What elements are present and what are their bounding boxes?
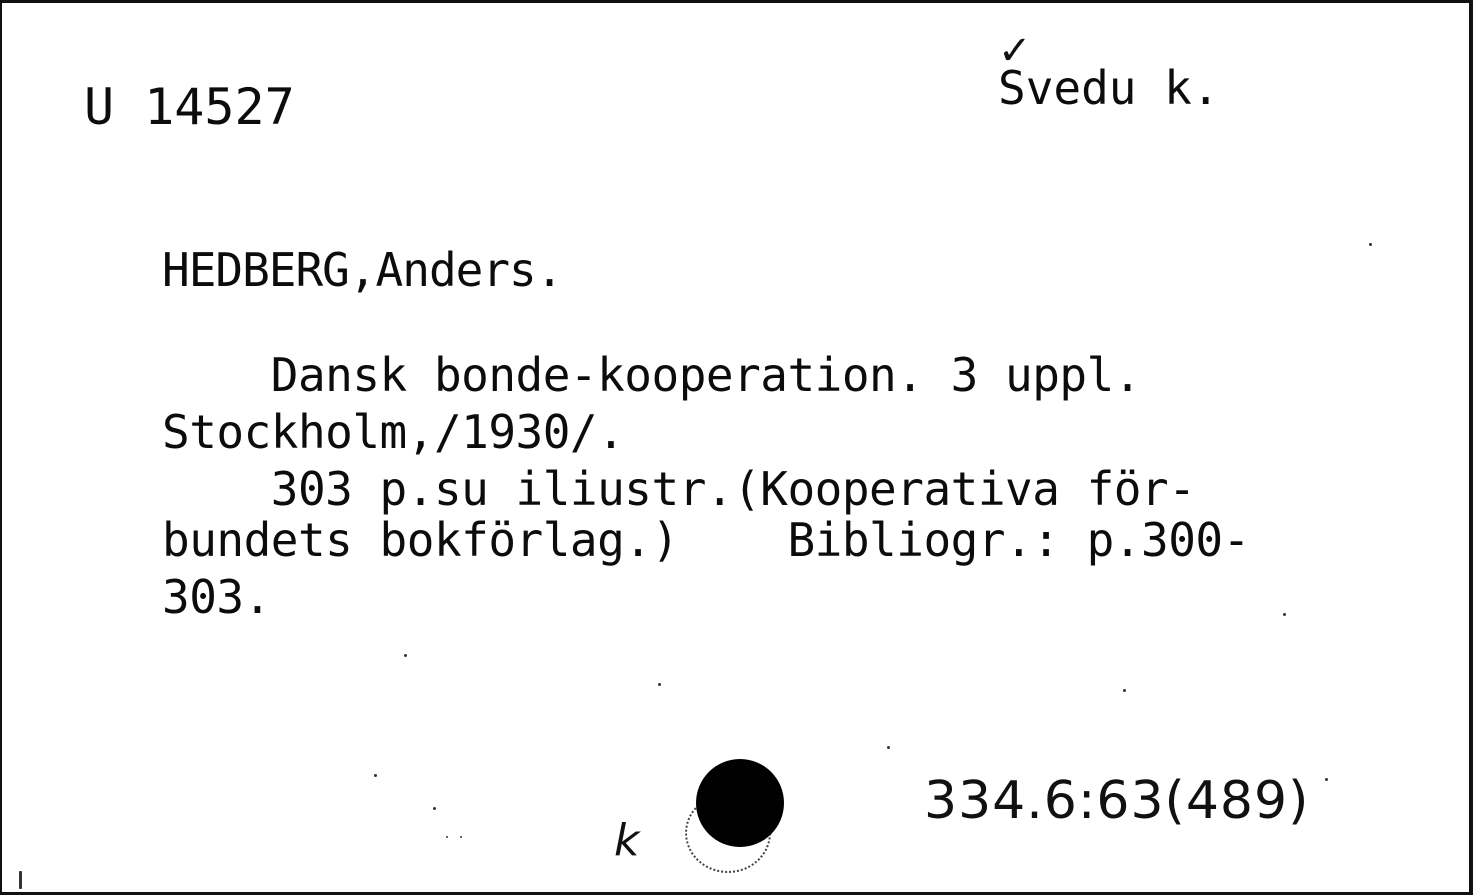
classification-number: 334.6:63(489) (924, 771, 1310, 831)
speck (887, 746, 890, 749)
speck (1369, 243, 1372, 246)
speck (433, 807, 436, 810)
punch-hole (696, 759, 784, 847)
call-number: U 14527 (84, 78, 295, 136)
bibliography-note-line: 303. (162, 570, 271, 624)
subject-heading: Svedu k. (998, 61, 1220, 115)
title-line: Dansk bonde-kooperation. 3 uppl. (162, 348, 1141, 402)
collation-line: 303 p.su iliustr.(Kooperativa för- (162, 462, 1196, 516)
author-heading: HEDBERG,Anders. (162, 243, 563, 297)
speck (460, 836, 462, 838)
speck (658, 683, 661, 686)
speck (1123, 689, 1126, 692)
edge-mark (19, 871, 22, 889)
imprint-line: Stockholm,/1930/. (162, 405, 625, 459)
speck (1325, 778, 1328, 781)
speck (404, 654, 407, 657)
speck (446, 836, 448, 838)
handwritten-k: k (614, 815, 640, 866)
check-mark: ✓ (998, 28, 1032, 74)
speck (1283, 613, 1286, 616)
series-note-line: bundets bokförlag.) Bibliogr.: p.300- (162, 513, 1250, 567)
speck (374, 774, 377, 777)
